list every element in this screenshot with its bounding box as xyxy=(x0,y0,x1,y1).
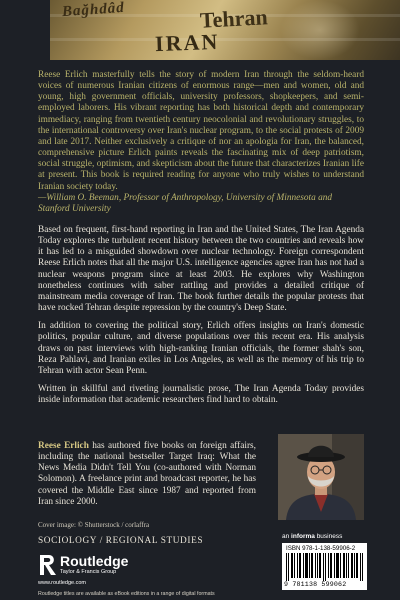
publisher-brand: Routledge xyxy=(60,553,129,569)
cover-photo-banner xyxy=(50,0,400,60)
author-bio-text: has authored five books on foreign affairs, including the national bestseller Target Iraq: What the News Media Didn't Tell You (co-authored with Norman Solomon). A freelance print and broadcast reporter, he has covered the Middle East since 1987 and reported from Iran since 2000. xyxy=(38,441,256,507)
author-bio xyxy=(38,441,256,508)
isbn-barcode xyxy=(282,543,367,590)
cover-image-credit: Cover image: © Shutterstock / corlaffra xyxy=(38,521,150,529)
banner-word-tehran: Tehran xyxy=(199,4,269,33)
ebook-availability-note: Routledge titles are available as eBook editions in a range of digital formats xyxy=(38,591,215,597)
informa-name: informa xyxy=(291,533,315,540)
publisher-group: Taylor & Francis Group xyxy=(60,569,117,575)
routledge-logo xyxy=(38,553,138,585)
subject-category: SOCIOLOGY / REGIONAL STUDIES xyxy=(38,536,204,546)
banner-word-iran: IRAN xyxy=(154,28,220,57)
description-paragraph-3: Written in skillful and riveting journalistic prose, The Iran Agenda Today provides inside information that academic researchers find hard to obtain. xyxy=(38,384,364,406)
banner-word-baghdad: Bağhdâd xyxy=(61,0,126,21)
isbn-number: ISBN 978-1-138-59906-2 xyxy=(286,545,356,552)
book-description xyxy=(38,225,364,413)
ean-number: 9 781138 599062 xyxy=(284,581,347,588)
barcode-bars xyxy=(286,553,364,581)
endorsement xyxy=(38,70,364,215)
description-paragraph-2: In addition to covering the political story, Erlich offers insights on Iran's domestic politics, popular culture, and diverse populations over this recent era. His analysis draws on past interviews with high-ranking Iranian officials, the former shah's son, Reza Pahlavi, and Iranian exiles in Los Angeles, as well as the memory of his trip to Tehran with actor Sean Penn. xyxy=(38,321,364,376)
publisher-url: www.routledge.com xyxy=(38,580,86,586)
routledge-r-icon xyxy=(38,553,58,577)
endorsement-text: Reese Erlich masterfully tells the story of modern Iran through the seldom-heard voices of numerous Iranian citizens of enormous range—men and women, old and young, high government officials, university professors, shopkeepers, and semi-employed laborers. His vibrant reporting has both historical depth and contemporary immediacy, ranging from twentieth century neocolonial and revolutionary struggles, to the international controversy over Iran's nuclear program, to the social protests of 2009 and late 2017. Neither exclusively a critique of nor an apologia for Iran, the balanced, comprehensive picture Erlich paints reveals the fascinating mix of deep patriotism, social struggle, optimism, and skepticism about the future that characterizes Iranian life at present. This book is required reading for anyone who truly wishes to understand Iranian society today. xyxy=(38,70,364,192)
endorsement-attribution: —William O. Beeman, Professor of Anthropology, University of Minnesota and Stanford University xyxy=(38,192,333,214)
author-photo xyxy=(278,434,364,520)
description-paragraph-1: Based on frequent, first-hand reporting in Iran and the United States, The Iran Agenda Today explores the turbulent recent history between the two countries and reveals how it has led to a misguided showdown over nuclear technology. Foreign correspondent Reese Erlich notes that all the major U.S. intelligence agencies agree Iran has not had a nuclear weapons program since at least 2003. He explores why Washington nonetheless continues with saber rattling and provides a detailed critique of mainstream media coverage of Iran. The book further details the popular protests that have rocked Tehran despite repression by the country's Deep State. xyxy=(38,225,364,314)
informa-business-label: an informa business xyxy=(282,533,343,540)
author-name: Reese Erlich xyxy=(38,441,89,451)
